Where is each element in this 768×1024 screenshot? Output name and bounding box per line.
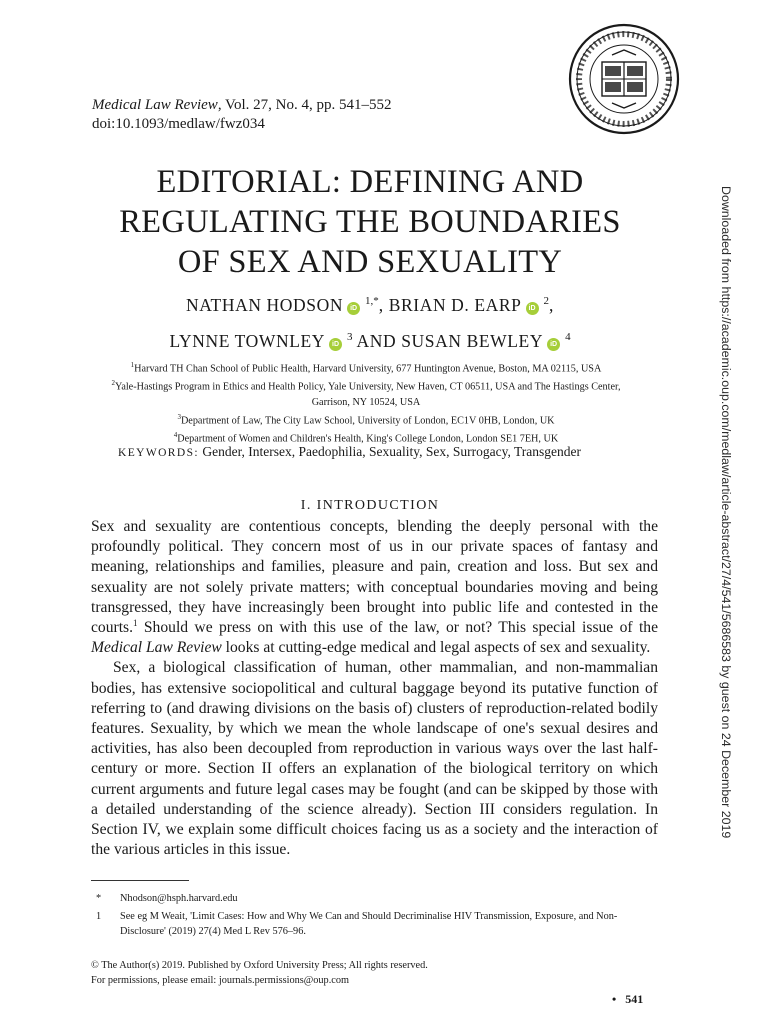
author-name: AND SUSAN BEWLEY bbox=[352, 330, 544, 351]
orcid-icon[interactable]: iD bbox=[526, 302, 539, 315]
orcid-icon[interactable]: iD bbox=[329, 338, 342, 351]
keywords-label: KEYWORDS: bbox=[118, 447, 199, 459]
publisher-seal bbox=[567, 22, 681, 136]
footnote-mark: * bbox=[96, 893, 102, 904]
author-affiliation-ref: 3 bbox=[347, 330, 353, 343]
author-name: , BRIAN D. EARP bbox=[378, 294, 522, 315]
download-notice-text: Downloaded from https://academic.oup.com/medlaw/article-abstract/27/4/541/5686583 by guest on 24 December 2019 bbox=[719, 186, 733, 839]
affiliation: $^1$Harvard TH Chan School of Public Health, Harvard University, 677 Huntington Avenue, Boston, MA 02115, USA bbox=[130, 361, 602, 375]
author-name: NATHAN HODSON bbox=[186, 294, 344, 315]
author-name: LYNNE TOWNLEY bbox=[169, 330, 326, 351]
journal-name: Medical Law Review bbox=[92, 97, 218, 113]
download-notice bbox=[716, 186, 734, 906]
footnote-email[interactable]: Nhodson@hsph.harvard.edu bbox=[120, 893, 238, 904]
body-text bbox=[91, 517, 658, 860]
doi: doi:10.1093/medlaw/fwz034 bbox=[92, 116, 265, 132]
title-line: EDITORIAL: DEFINING AND bbox=[156, 164, 584, 200]
journal-citation bbox=[92, 96, 391, 134]
page-bullet: • bbox=[612, 992, 617, 1006]
keywords bbox=[118, 443, 581, 462]
copyright-line: © The Author(s) 2019. Published by Oxford University Press; All rights reserved. bbox=[91, 960, 428, 971]
orcid-icon[interactable]: iD bbox=[347, 302, 360, 315]
author-affiliation-ref: 4 bbox=[565, 330, 571, 343]
affiliations bbox=[92, 358, 640, 447]
author-affiliation-ref: 2 bbox=[543, 295, 549, 307]
permissions-line: For permissions, please email: journals.permissions@oup.com bbox=[91, 975, 350, 986]
page-number: • 541 bbox=[612, 992, 644, 1006]
keywords-list: Gender, Intersex, Paedophilia, Sexuality, Sex, Surrogacy, Transgender bbox=[202, 444, 581, 459]
author-list: NATHAN HODSON iD $^{1,*}$, BRIAN D. EARP iD $^2$, LYNNE TOWNLEY iD $^3$ AND SUSAN BEWLEY iD $^4$ bbox=[169, 294, 571, 351]
journal-volume: , Vol. 27, No. 4, pp. 541–552 bbox=[217, 97, 392, 113]
paragraph: Sex, a biological classification of human, other mammalian, and non-mammalian bodies, has extensive sociopolitical and cultural baggage beyond its putative function of referring to (and drawing divisions on the basis of) clusters of reproduction-related bodily features. Sexuality, by which we mean the whole landscape of one's sexual desires and activities, has also been decoupled from reproduction in various ways over the last half-century or more. Section II offers an explanation of the biological territory on which current arguments and future legal cases may be fought (and can be skipped by those with a detailed understanding of the science already). Section III considers regulation. In Section IV, we explain some difficult choices facing us as a society and the interaction of the various articles in this issue. bbox=[91, 659, 658, 859]
journal-name-inline: Medical Law Review bbox=[91, 639, 222, 657]
footnote-mark: 1 bbox=[96, 911, 102, 922]
title-line: REGULATING THE BOUNDARIES bbox=[119, 204, 621, 240]
affiliation: $^2$Yale-Hastings Program in Ethics and Health Policy, Yale University, New Haven, CT 06511, USA and The Hastings Center, Garrison, NY 10524, USA bbox=[111, 379, 621, 408]
author-affiliation-ref: 1,* bbox=[365, 295, 379, 307]
copyright bbox=[91, 958, 428, 988]
affiliation: $^4$Department of Women and Children's Health, King's College London, London SE1 7EH, UK bbox=[173, 431, 559, 445]
footnote-ref[interactable]: 1 bbox=[133, 617, 138, 628]
orcid-icon[interactable]: iD bbox=[547, 338, 560, 351]
paragraph: Sex and sexuality are contentious concepts, blending the deeply personal with the profoundly political. They concern most of us in our private spaces of fantasy and meaning, relationships and families, pleasure and pain, creation and loss. But sex and sexuality are not solely private matters; with conceptual boundaries moving and being transgressed, they have increasingly been brought into public life and contested in the courts.$^1$ Should we press on with this use of the law, or not? This special issue of the Medical Law Review looks at cutting-edge medical and legal aspects of sex and sexuality. bbox=[91, 518, 658, 657]
footnote-rule bbox=[91, 880, 189, 881]
affiliation: $^3$Department of Law, The City Law School, University of London, EC1V 0HB, London, UK bbox=[177, 412, 555, 427]
section-heading: I. INTRODUCTION bbox=[300, 498, 440, 513]
article-title bbox=[90, 162, 650, 282]
footnote-text: See eg M Weait, 'Limit Cases: How and Why We Can and Should Decriminalise HIV Transmission, Exposure, and Non-Disclosure' (2019) 27(4) Med L Rev 576–96. bbox=[120, 911, 618, 937]
title-line: OF SEX AND SEXUALITY bbox=[177, 244, 563, 280]
